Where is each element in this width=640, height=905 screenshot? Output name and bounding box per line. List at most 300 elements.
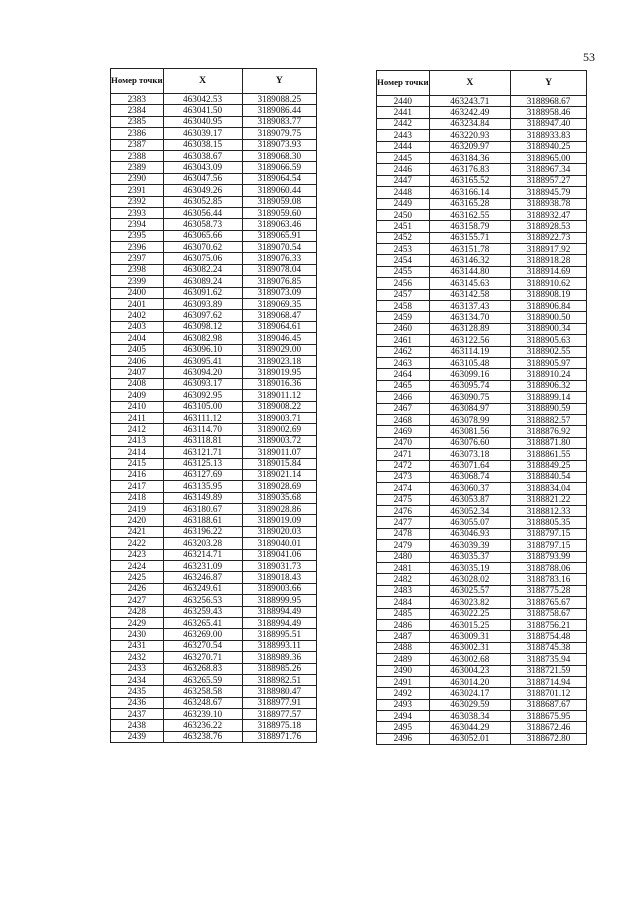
point-number-cell: 2407 [111, 367, 164, 378]
y-coordinate-cell: 3188797.15 [511, 528, 587, 539]
x-coordinate-cell: 463068.74 [429, 471, 511, 482]
y-coordinate-cell: 3188754.48 [511, 631, 587, 642]
point-number-cell: 2440 [377, 96, 430, 107]
x-coordinate-cell: 463238.76 [163, 731, 242, 742]
x-coordinate-cell: 463015.25 [429, 619, 511, 630]
y-coordinate-cell: 3188797.15 [511, 540, 587, 551]
y-coordinate-cell: 3188849.25 [511, 460, 587, 471]
table-row [377, 563, 587, 574]
y-coordinate-cell: 3189073.93 [242, 139, 316, 150]
point-number-cell: 2460 [377, 323, 430, 334]
x-coordinate-cell: 463128.89 [429, 323, 511, 334]
point-number-cell: 2466 [377, 392, 430, 403]
point-number-cell: 2424 [111, 561, 164, 572]
x-coordinate-cell: 463099.16 [429, 369, 511, 380]
x-coordinate-cell: 463093.89 [163, 299, 242, 310]
point-number-cell: 2465 [377, 380, 430, 391]
x-coordinate-cell: 463095.41 [163, 355, 242, 366]
y-coordinate-cell: 3188905.63 [511, 335, 587, 346]
x-coordinate-cell: 463142.58 [429, 289, 511, 300]
x-coordinate-cell: 463081.56 [429, 426, 511, 437]
header-x: X [163, 69, 242, 94]
y-coordinate-cell: 3189028.86 [242, 504, 316, 515]
table-header-row [111, 69, 317, 94]
y-coordinate-cell: 3189023.18 [242, 355, 316, 366]
point-number-cell: 2479 [377, 540, 430, 551]
header-y: Y [511, 71, 587, 96]
y-coordinate-cell: 3188900.50 [511, 312, 587, 323]
x-coordinate-cell: 463035.37 [429, 551, 511, 562]
table-row [377, 403, 587, 414]
point-number-cell: 2472 [377, 460, 430, 471]
x-coordinate-cell: 463042.53 [163, 94, 242, 105]
table-row [377, 312, 587, 323]
table-row [111, 538, 317, 549]
y-coordinate-cell: 3189065.91 [242, 230, 316, 241]
y-coordinate-cell: 3189019.09 [242, 515, 316, 526]
table-row [377, 722, 587, 733]
table-row [377, 369, 587, 380]
x-coordinate-cell: 463082.24 [163, 264, 242, 275]
point-number-cell: 2417 [111, 481, 164, 492]
y-coordinate-cell: 3188914.69 [511, 266, 587, 277]
table-row [111, 469, 317, 480]
x-coordinate-cell: 463135.95 [163, 481, 242, 492]
table-row [111, 686, 317, 697]
table-row [377, 346, 587, 357]
table-row [377, 392, 587, 403]
x-coordinate-cell: 463044.29 [429, 722, 511, 733]
y-coordinate-cell: 3189035.68 [242, 492, 316, 503]
point-number-cell: 2405 [111, 344, 164, 355]
x-coordinate-cell: 463114.19 [429, 346, 511, 357]
y-coordinate-cell: 3188989.36 [242, 652, 316, 663]
x-coordinate-cell: 463089.24 [163, 276, 242, 287]
table-row [377, 699, 587, 710]
point-number-cell: 2475 [377, 494, 430, 505]
x-coordinate-cell: 463270.54 [163, 640, 242, 651]
table-row [377, 676, 587, 687]
y-coordinate-cell: 3188922.73 [511, 232, 587, 243]
point-number-cell: 2468 [377, 414, 430, 425]
x-coordinate-cell: 463090.75 [429, 392, 511, 403]
x-coordinate-cell: 463028.02 [429, 574, 511, 585]
table-row [377, 380, 587, 391]
point-number-cell: 2419 [111, 504, 164, 515]
y-coordinate-cell: 3188861.55 [511, 449, 587, 460]
point-number-cell: 2477 [377, 517, 430, 528]
table-body-right [377, 96, 587, 745]
table-row [111, 299, 317, 310]
table-row [111, 230, 317, 241]
point-number-cell: 2400 [111, 287, 164, 298]
point-number-cell: 2388 [111, 150, 164, 161]
y-coordinate-cell: 3188882.57 [511, 414, 587, 425]
point-number-cell: 2427 [111, 595, 164, 606]
x-coordinate-cell: 463058.73 [163, 219, 242, 230]
point-number-cell: 2385 [111, 116, 164, 127]
point-number-cell: 2408 [111, 378, 164, 389]
y-coordinate-cell: 3189003.66 [242, 583, 316, 594]
x-coordinate-cell: 463049.26 [163, 185, 242, 196]
x-coordinate-cell: 463243.71 [429, 96, 511, 107]
x-coordinate-cell: 463270.71 [163, 652, 242, 663]
point-number-cell: 2422 [111, 538, 164, 549]
y-coordinate-cell: 3189029.00 [242, 344, 316, 355]
table-row [111, 253, 317, 264]
table-row [377, 426, 587, 437]
y-coordinate-cell: 3189078.04 [242, 264, 316, 275]
x-coordinate-cell: 463070.62 [163, 242, 242, 253]
x-coordinate-cell: 463166.14 [429, 187, 511, 198]
point-number-cell: 2431 [111, 640, 164, 651]
point-number-cell: 2389 [111, 162, 164, 173]
table-row [111, 709, 317, 720]
x-coordinate-cell: 463024.17 [429, 688, 511, 699]
y-coordinate-cell: 3188805.35 [511, 517, 587, 528]
table-row [111, 162, 317, 173]
point-number-cell: 2416 [111, 469, 164, 480]
point-number-cell: 2456 [377, 278, 430, 289]
point-number-cell: 2434 [111, 674, 164, 685]
table-row [111, 412, 317, 423]
x-coordinate-cell: 463038.67 [163, 150, 242, 161]
table-row [377, 654, 587, 665]
y-coordinate-cell: 3189069.35 [242, 299, 316, 310]
table-row [377, 631, 587, 642]
point-number-cell: 2429 [111, 617, 164, 628]
y-coordinate-cell: 3188745.38 [511, 642, 587, 653]
x-coordinate-cell: 463039.17 [163, 128, 242, 139]
x-coordinate-cell: 463091.62 [163, 287, 242, 298]
x-coordinate-cell: 463269.00 [163, 629, 242, 640]
table-row [377, 608, 587, 619]
point-number-cell: 2383 [111, 94, 164, 105]
x-coordinate-cell: 463082.98 [163, 333, 242, 344]
y-coordinate-cell: 3189031.73 [242, 561, 316, 572]
point-number-cell: 2455 [377, 266, 430, 277]
table-row [377, 107, 587, 118]
y-coordinate-cell: 3188840.54 [511, 471, 587, 482]
y-coordinate-cell: 3188968.67 [511, 96, 587, 107]
point-number-cell: 2437 [111, 709, 164, 720]
x-coordinate-cell: 463134.70 [429, 312, 511, 323]
x-coordinate-cell: 463125.13 [163, 458, 242, 469]
table-row [111, 242, 317, 253]
table-row [377, 494, 587, 505]
table-row [377, 164, 587, 175]
x-coordinate-cell: 463095.74 [429, 380, 511, 391]
point-number-cell: 2467 [377, 403, 430, 414]
x-coordinate-cell: 463158.79 [429, 221, 511, 232]
table-row [377, 198, 587, 209]
x-coordinate-cell: 463162.55 [429, 209, 511, 220]
point-number-cell: 2436 [111, 697, 164, 708]
point-number-cell: 2449 [377, 198, 430, 209]
x-coordinate-cell: 463071.64 [429, 460, 511, 471]
x-coordinate-cell: 463052.01 [429, 733, 511, 744]
y-coordinate-cell: 3189064.54 [242, 173, 316, 184]
table-row [111, 731, 317, 742]
y-coordinate-cell: 3189063.46 [242, 219, 316, 230]
y-coordinate-cell: 3188977.91 [242, 697, 316, 708]
table-row [111, 663, 317, 674]
y-coordinate-cell: 3188967.34 [511, 164, 587, 175]
y-coordinate-cell: 3189008.22 [242, 401, 316, 412]
point-number-cell: 2404 [111, 333, 164, 344]
point-number-cell: 2391 [111, 185, 164, 196]
y-coordinate-cell: 3189068.47 [242, 310, 316, 321]
x-coordinate-cell: 463239.10 [163, 709, 242, 720]
x-coordinate-cell: 463029.59 [429, 699, 511, 710]
point-number-cell: 2457 [377, 289, 430, 300]
point-number-cell: 2458 [377, 301, 430, 312]
point-number-cell: 2386 [111, 128, 164, 139]
y-coordinate-cell: 3188999.95 [242, 595, 316, 606]
y-coordinate-cell: 3189016.36 [242, 378, 316, 389]
y-coordinate-cell: 3188765.67 [511, 597, 587, 608]
table-row [377, 323, 587, 334]
y-coordinate-cell: 3188714.94 [511, 676, 587, 687]
table-row [377, 506, 587, 517]
point-number-cell: 2448 [377, 187, 430, 198]
point-number-cell: 2406 [111, 355, 164, 366]
table-row [111, 447, 317, 458]
point-number-cell: 2428 [111, 606, 164, 617]
x-coordinate-cell: 463094.20 [163, 367, 242, 378]
x-coordinate-cell: 463258.58 [163, 686, 242, 697]
header-point-number: Номер точки [377, 71, 430, 96]
coordinates-table-right [376, 70, 587, 745]
table-row [111, 583, 317, 594]
x-coordinate-cell: 463155.71 [429, 232, 511, 243]
point-number-cell: 2480 [377, 551, 430, 562]
y-coordinate-cell: 3189003.71 [242, 412, 316, 423]
point-number-cell: 2438 [111, 720, 164, 731]
y-coordinate-cell: 3189060.44 [242, 185, 316, 196]
y-coordinate-cell: 3188965.00 [511, 152, 587, 163]
x-coordinate-cell: 463149.89 [163, 492, 242, 503]
table-row [377, 528, 587, 539]
point-number-cell: 2410 [111, 401, 164, 412]
y-coordinate-cell: 3188908.19 [511, 289, 587, 300]
point-number-cell: 2454 [377, 255, 430, 266]
x-coordinate-cell: 463265.41 [163, 617, 242, 628]
point-number-cell: 2397 [111, 253, 164, 264]
x-coordinate-cell: 463052.34 [429, 506, 511, 517]
point-number-cell: 2492 [377, 688, 430, 699]
point-number-cell: 2473 [377, 471, 430, 482]
point-number-cell: 2495 [377, 722, 430, 733]
x-coordinate-cell: 463097.62 [163, 310, 242, 321]
y-coordinate-cell: 3189021.14 [242, 469, 316, 480]
y-coordinate-cell: 3188783.16 [511, 574, 587, 585]
header-x: X [429, 71, 511, 96]
x-coordinate-cell: 463055.07 [429, 517, 511, 528]
y-coordinate-cell: 3188793.99 [511, 551, 587, 562]
y-coordinate-cell: 3189070.54 [242, 242, 316, 253]
table-row [377, 665, 587, 676]
y-coordinate-cell: 3188756.21 [511, 619, 587, 630]
x-coordinate-cell: 463098.12 [163, 321, 242, 332]
table-row [377, 187, 587, 198]
x-coordinate-cell: 463234.84 [429, 118, 511, 129]
point-number-cell: 2474 [377, 483, 430, 494]
y-coordinate-cell: 3189079.75 [242, 128, 316, 139]
y-coordinate-cell: 3188975.18 [242, 720, 316, 731]
point-number-cell: 2435 [111, 686, 164, 697]
y-coordinate-cell: 3188985.26 [242, 663, 316, 674]
table-row [377, 574, 587, 585]
y-coordinate-cell: 3188788.06 [511, 563, 587, 574]
x-coordinate-cell: 463038.34 [429, 711, 511, 722]
point-number-cell: 2403 [111, 321, 164, 332]
page-number: 53 [583, 50, 595, 64]
table-row [377, 244, 587, 255]
y-coordinate-cell: 3188971.76 [242, 731, 316, 742]
table-row [111, 333, 317, 344]
x-coordinate-cell: 463065.66 [163, 230, 242, 241]
y-coordinate-cell: 3189083.77 [242, 116, 316, 127]
table-row [111, 378, 317, 389]
y-coordinate-cell: 3188775.28 [511, 585, 587, 596]
table-row [111, 492, 317, 503]
x-coordinate-cell: 463014.20 [429, 676, 511, 687]
point-number-cell: 2401 [111, 299, 164, 310]
table-row [377, 483, 587, 494]
point-number-cell: 2395 [111, 230, 164, 241]
table-row [111, 367, 317, 378]
x-coordinate-cell: 463004.23 [429, 665, 511, 676]
y-coordinate-cell: 3188906.32 [511, 380, 587, 391]
table-row [377, 711, 587, 722]
y-coordinate-cell: 3189073.09 [242, 287, 316, 298]
x-coordinate-cell: 463209.97 [429, 141, 511, 152]
point-number-cell: 2387 [111, 139, 164, 150]
point-number-cell: 2420 [111, 515, 164, 526]
y-coordinate-cell: 3189064.61 [242, 321, 316, 332]
point-number-cell: 2452 [377, 232, 430, 243]
point-number-cell: 2384 [111, 105, 164, 116]
y-coordinate-cell: 3188902.55 [511, 346, 587, 357]
y-coordinate-cell: 3189066.59 [242, 162, 316, 173]
y-coordinate-cell: 3188672.46 [511, 722, 587, 733]
y-coordinate-cell: 3189011.12 [242, 390, 316, 401]
x-coordinate-cell: 463165.28 [429, 198, 511, 209]
table-row [111, 185, 317, 196]
x-coordinate-cell: 463248.67 [163, 697, 242, 708]
x-coordinate-cell: 463052.85 [163, 196, 242, 207]
y-coordinate-cell: 3189002.69 [242, 424, 316, 435]
x-coordinate-cell: 463053.87 [429, 494, 511, 505]
x-coordinate-cell: 463009.31 [429, 631, 511, 642]
table-row [377, 449, 587, 460]
table-row [377, 118, 587, 129]
x-coordinate-cell: 463242.49 [429, 107, 511, 118]
point-number-cell: 2402 [111, 310, 164, 321]
table-row [111, 435, 317, 446]
y-coordinate-cell: 3189068.30 [242, 150, 316, 161]
point-number-cell: 2415 [111, 458, 164, 469]
y-coordinate-cell: 3188938.78 [511, 198, 587, 209]
y-coordinate-cell: 3188687.67 [511, 699, 587, 710]
table-row [111, 640, 317, 651]
y-coordinate-cell: 3188899.14 [511, 392, 587, 403]
x-coordinate-cell: 463220.93 [429, 130, 511, 141]
table-row [111, 595, 317, 606]
y-coordinate-cell: 3189086.44 [242, 105, 316, 116]
x-coordinate-cell: 463184.36 [429, 152, 511, 163]
point-number-cell: 2451 [377, 221, 430, 232]
x-coordinate-cell: 463023.82 [429, 597, 511, 608]
y-coordinate-cell: 3189040.01 [242, 538, 316, 549]
y-coordinate-cell: 3188910.62 [511, 278, 587, 289]
y-coordinate-cell: 3189011.07 [242, 447, 316, 458]
y-coordinate-cell: 3189046.45 [242, 333, 316, 344]
point-number-cell: 2471 [377, 449, 430, 460]
point-number-cell: 2446 [377, 164, 430, 175]
x-coordinate-cell: 463093.17 [163, 378, 242, 389]
table-row [377, 357, 587, 368]
point-number-cell: 2411 [111, 412, 164, 423]
point-number-cell: 2482 [377, 574, 430, 585]
table-row [377, 130, 587, 141]
point-number-cell: 2421 [111, 526, 164, 537]
point-number-cell: 2443 [377, 130, 430, 141]
y-coordinate-cell: 3189020.03 [242, 526, 316, 537]
y-coordinate-cell: 3188945.79 [511, 187, 587, 198]
point-number-cell: 2412 [111, 424, 164, 435]
table-row [377, 437, 587, 448]
x-coordinate-cell: 463145.63 [429, 278, 511, 289]
table-row [111, 128, 317, 139]
table-row [111, 310, 317, 321]
y-coordinate-cell: 3189076.33 [242, 253, 316, 264]
x-coordinate-cell: 463188.61 [163, 515, 242, 526]
table-row [377, 551, 587, 562]
y-coordinate-cell: 3188701.12 [511, 688, 587, 699]
y-coordinate-cell: 3188933.83 [511, 130, 587, 141]
x-coordinate-cell: 463041.50 [163, 105, 242, 116]
table-row [377, 278, 587, 289]
point-number-cell: 2496 [377, 733, 430, 744]
table-row [111, 196, 317, 207]
x-coordinate-cell: 463002.31 [429, 642, 511, 653]
point-number-cell: 2491 [377, 676, 430, 687]
y-coordinate-cell: 3188906.84 [511, 301, 587, 312]
table-header-row [377, 71, 587, 96]
point-number-cell: 2476 [377, 506, 430, 517]
table-body-left [111, 94, 317, 743]
point-number-cell: 2486 [377, 619, 430, 630]
x-coordinate-cell: 463047.56 [163, 173, 242, 184]
x-coordinate-cell: 463259.43 [163, 606, 242, 617]
table-row [111, 458, 317, 469]
table-row [377, 175, 587, 186]
table-row [111, 526, 317, 537]
x-coordinate-cell: 463075.06 [163, 253, 242, 264]
table-row [111, 629, 317, 640]
point-number-cell: 2425 [111, 572, 164, 583]
point-number-cell: 2484 [377, 597, 430, 608]
point-number-cell: 2392 [111, 196, 164, 207]
table-row [111, 549, 317, 560]
point-number-cell: 2464 [377, 369, 430, 380]
table-row [111, 344, 317, 355]
point-number-cell: 2462 [377, 346, 430, 357]
point-number-cell: 2463 [377, 357, 430, 368]
y-coordinate-cell: 3188977.57 [242, 709, 316, 720]
